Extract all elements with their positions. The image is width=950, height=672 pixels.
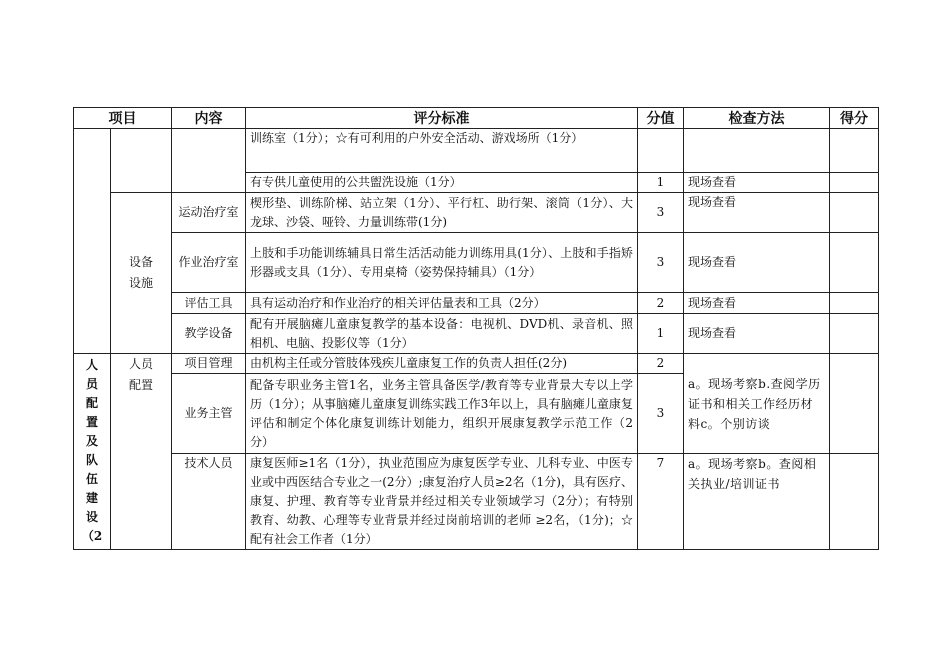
table-row bbox=[74, 193, 879, 233]
got-cell bbox=[830, 293, 879, 314]
got-cell bbox=[830, 233, 879, 293]
score-cell: 7 bbox=[638, 454, 684, 550]
table-row bbox=[74, 233, 879, 293]
method-cell: 现场查看 bbox=[684, 193, 830, 233]
criteria-cell: 有专供儿童使用的公共盥洗设施（1分） bbox=[246, 173, 638, 193]
method-text: a。现场考察b。查阅相关执业/培训证书 bbox=[688, 457, 817, 491]
got-cell bbox=[830, 354, 879, 454]
table-row bbox=[74, 454, 879, 550]
group-cell-equipment bbox=[111, 193, 172, 354]
project-char: （2 bbox=[81, 529, 103, 543]
project-char: 配 bbox=[85, 396, 98, 410]
got-cell bbox=[830, 129, 879, 173]
content-cell: 技术人员 bbox=[172, 454, 246, 550]
table-row bbox=[74, 293, 879, 314]
content-cell: 教学设备 bbox=[172, 314, 246, 354]
table-row bbox=[74, 314, 879, 354]
content-cell-blank bbox=[172, 129, 246, 193]
project-char: 设 bbox=[85, 510, 98, 524]
project-char: 及 bbox=[85, 434, 98, 448]
got-cell bbox=[830, 193, 879, 233]
group-label: 设备设施 bbox=[128, 255, 153, 290]
method-cell bbox=[684, 454, 830, 550]
score-cell: 1 bbox=[638, 314, 684, 354]
content-cell: 业务主管 bbox=[172, 374, 246, 454]
header-row bbox=[74, 108, 879, 129]
project-char: 队 bbox=[85, 453, 98, 467]
project-char: 置 bbox=[85, 415, 98, 429]
criteria-cell: 训练室（1分）；☆有可利用的户外安全活动、游戏场所（1分） bbox=[246, 129, 638, 173]
criteria-cell: 具有运动治疗和作业治疗的相关评估量表和工具（2分） bbox=[246, 293, 638, 314]
project-cell-blank bbox=[74, 129, 111, 354]
score-cell: 2 bbox=[638, 354, 684, 374]
method-cell: 现场查看 bbox=[684, 293, 830, 314]
got-cell bbox=[830, 173, 879, 193]
project-cell-staff bbox=[74, 354, 111, 550]
content-cell: 项目管理 bbox=[172, 354, 246, 374]
table-row bbox=[74, 354, 879, 374]
content-cell: 运动治疗室 bbox=[172, 193, 246, 233]
criteria-cell: 由机构主任或分管肢体残疾儿童康复工作的负责人担任(2分) bbox=[246, 354, 638, 374]
header-method: 检查方法 bbox=[684, 108, 830, 129]
method-cell: 现场查看 bbox=[684, 173, 830, 193]
project-char: 伍 bbox=[85, 472, 98, 486]
got-cell bbox=[830, 314, 879, 354]
group-label: 人员配置 bbox=[128, 357, 153, 392]
content-cell: 作业治疗室 bbox=[172, 233, 246, 293]
method-cell: 现场查看 bbox=[684, 233, 830, 293]
content-cell: 评估工具 bbox=[172, 293, 246, 314]
method-cell bbox=[684, 129, 830, 173]
score-cell: 3 bbox=[638, 374, 684, 454]
group-cell-staff bbox=[111, 354, 172, 550]
criteria-cell: 配有开展脑瘫儿童康复教学的基本设备：电视机、DVD机、录音机、照相机、电脑、投影仪等（1分） bbox=[246, 314, 638, 354]
got-cell bbox=[830, 454, 879, 550]
header-criteria: 评分标准 bbox=[246, 108, 638, 129]
header-got: 得分 bbox=[830, 108, 879, 129]
criteria-cell: 上肢和手功能训练辅具日常生活活动能力训练用具(1分）、上肢和手指矫形器或支具（1分）、专用桌椅（姿势保持辅具）（1分） bbox=[246, 233, 638, 293]
criteria-cell: 康复医师≥1名（1分），执业范围应为康复医学专业、儿科专业、中医专业或中西医结合专业之一(2分）;康复治疗人员≥2名（1分)，具有医疗、康复、护理、教育等专业背景并经过相关专业领域学习（2分）；有特别教育、幼教、心理等专业背景并经过岗前培训的老师 ≥2名，（1分)；☆配有社会工作者（1分） bbox=[246, 454, 638, 550]
score-cell bbox=[638, 129, 684, 173]
criteria-cell: 楔形垫、训练阶梯、站立架（1分）、平行杠、助行架、滚筒（1分）、大龙球、沙袋、哑铃、力量训练带(1分) bbox=[246, 193, 638, 233]
header-project: 项目 bbox=[74, 108, 172, 129]
score-cell: 3 bbox=[638, 193, 684, 233]
method-cell: 现场查看 bbox=[684, 314, 830, 354]
method-text: a。现场考察b.查阅学历证书和相关工作经历材料c。个别访谈 bbox=[688, 376, 821, 431]
project-char: 人 bbox=[85, 358, 98, 372]
table-row bbox=[74, 129, 879, 173]
header-score: 分值 bbox=[638, 108, 684, 129]
project-char: 建 bbox=[85, 491, 98, 505]
group-cell-blank bbox=[111, 129, 172, 193]
header-content: 内容 bbox=[172, 108, 246, 129]
scoring-table bbox=[73, 107, 879, 550]
score-cell: 3 bbox=[638, 233, 684, 293]
criteria-cell: 配备专职业务主管1名，业务主管具备医学/教育等专业背景大专以上学历（1分）；从事脑瘫儿童康复训练实践工作3年以上，具有脑瘫儿童康复评估和制定个体化康复训练计划能力，组织开展康复教学示范工作（2分） bbox=[246, 374, 638, 454]
method-cell-merged bbox=[684, 354, 830, 454]
score-cell: 1 bbox=[638, 173, 684, 193]
project-char: 员 bbox=[85, 377, 98, 391]
score-cell: 2 bbox=[638, 293, 684, 314]
